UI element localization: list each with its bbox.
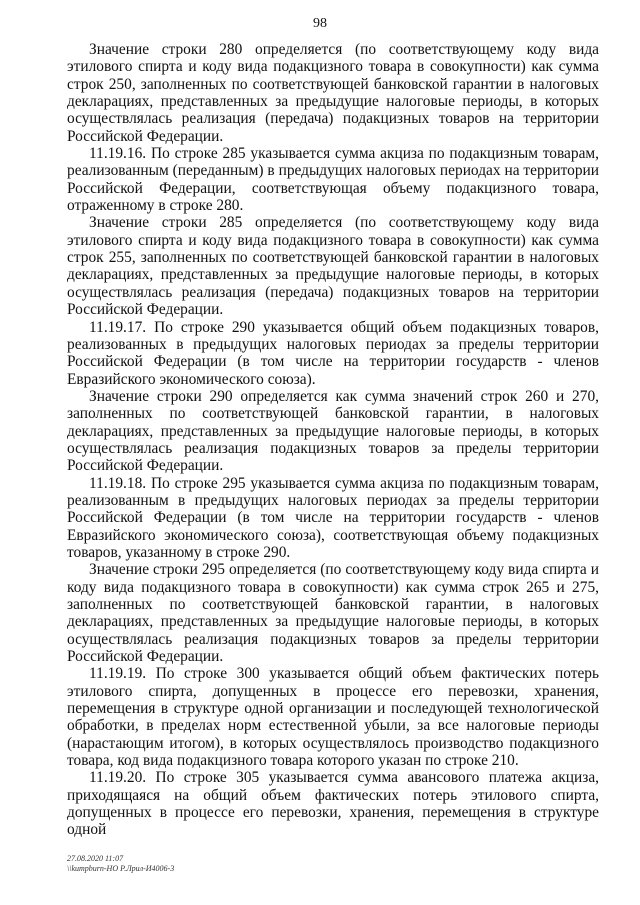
footer-stamp (67, 854, 174, 874)
paragraph: Значение строки 285 определяется (по соответствующему коду вида этилового спирта и коду вида подакцизного товара в совокупности) как сумма строк 255, заполненных по соответствующей банковской гарантии в налоговых декларациях, представленных за предыдущие налоговые периоды, в которых осуществлялась реализация (передача) подакцизных товаров на территории Российской Федерации. (67, 214, 599, 319)
footer-file-path: \\kumpburn-НО Р.Лрил-И4006-3 (67, 864, 175, 873)
paragraph: 11.19.19. По строке 300 указывается общий объем фактических потерь этилового спирта, допущенных в процессе его перевозки, хранения, перемещения в структуре одной организации и последующей технологической обработки, в пределах норм естественной убыли, за все налоговые периоды (нарастающим итогом), в которых осуществлялось производство подакцизного товара, код вида подакцизного товара которого указан по строке 210. (67, 665, 599, 770)
paragraph: Значение строки 280 определяется (по соответствующему коду вида этилового спирта и коду вида подакцизного товара в совокупности) как сумма строк 250, заполненных по соответствующей банковской гарантии в налоговых декларациях, представленных за предыдущие налоговые периоды, в которых осуществлялась реализация (передача) подакцизных товаров на территории Российской Федерации. (67, 41, 599, 145)
footer-date: 27.08.2020 11:07 (67, 854, 124, 863)
paragraph: Значение строки 290 определяется как сумма значений строк 260 и 270, заполненных по соответствующей банковской гарантии, в налоговых декларациях, представленных за предыдущие налоговые периоды, в которых осуществлялась реализация подакцизных товаров за пределы территории Российской Федерации. (67, 387, 599, 475)
document-body (67, 41, 599, 839)
paragraph: 11.19.18. По строке 295 указывается сумма акциза по подакцизным товарам, реализованным в предыдущих налоговых периодах за пределы территории Российской Федерации (в том числе на территории государств - членов Евразийского экономического союза), соответствующая объему подакцизных товаров, указанному в строке 290. (67, 474, 599, 561)
paragraph: Значение строки 295 определяется (по соответствующему коду вида спирта и коду вида подакцизного товара в совокупности) как сумма строк 265 и 275, заполненных по соответствующей банковской гарантии, в налоговых декларациях, представленных за предыдущие налоговые периоды, в которых осуществлялась реализация подакцизных товаров за пределы территории Российской Федерации. (67, 561, 599, 666)
page-number: 98 (313, 16, 327, 31)
paragraph: 11.19.16. По строке 285 указывается сумма акциза по подакцизным товарам, реализованным (переданным) в предыдущих налоговых периодах на территории Российской Федерации, соответствующая объему подакцизного товара, отраженному в строке 280. (67, 145, 599, 215)
paragraph: 11.19.20. По строке 305 указывается сумма авансового платежа акциза, приходящаяся на общий объем фактических потерь этилового спирта, допущенных в процессе его перевозки, хранения, перемещения в структуре одной (67, 769, 599, 839)
paragraph: 11.19.17. По строке 290 указывается общий объем подакцизных товаров, реализованных в предыдущих налоговых периодах за пределы территории Российской Федерации (в том числе на территории государств - членов Евразийского экономического союза). (67, 318, 599, 388)
